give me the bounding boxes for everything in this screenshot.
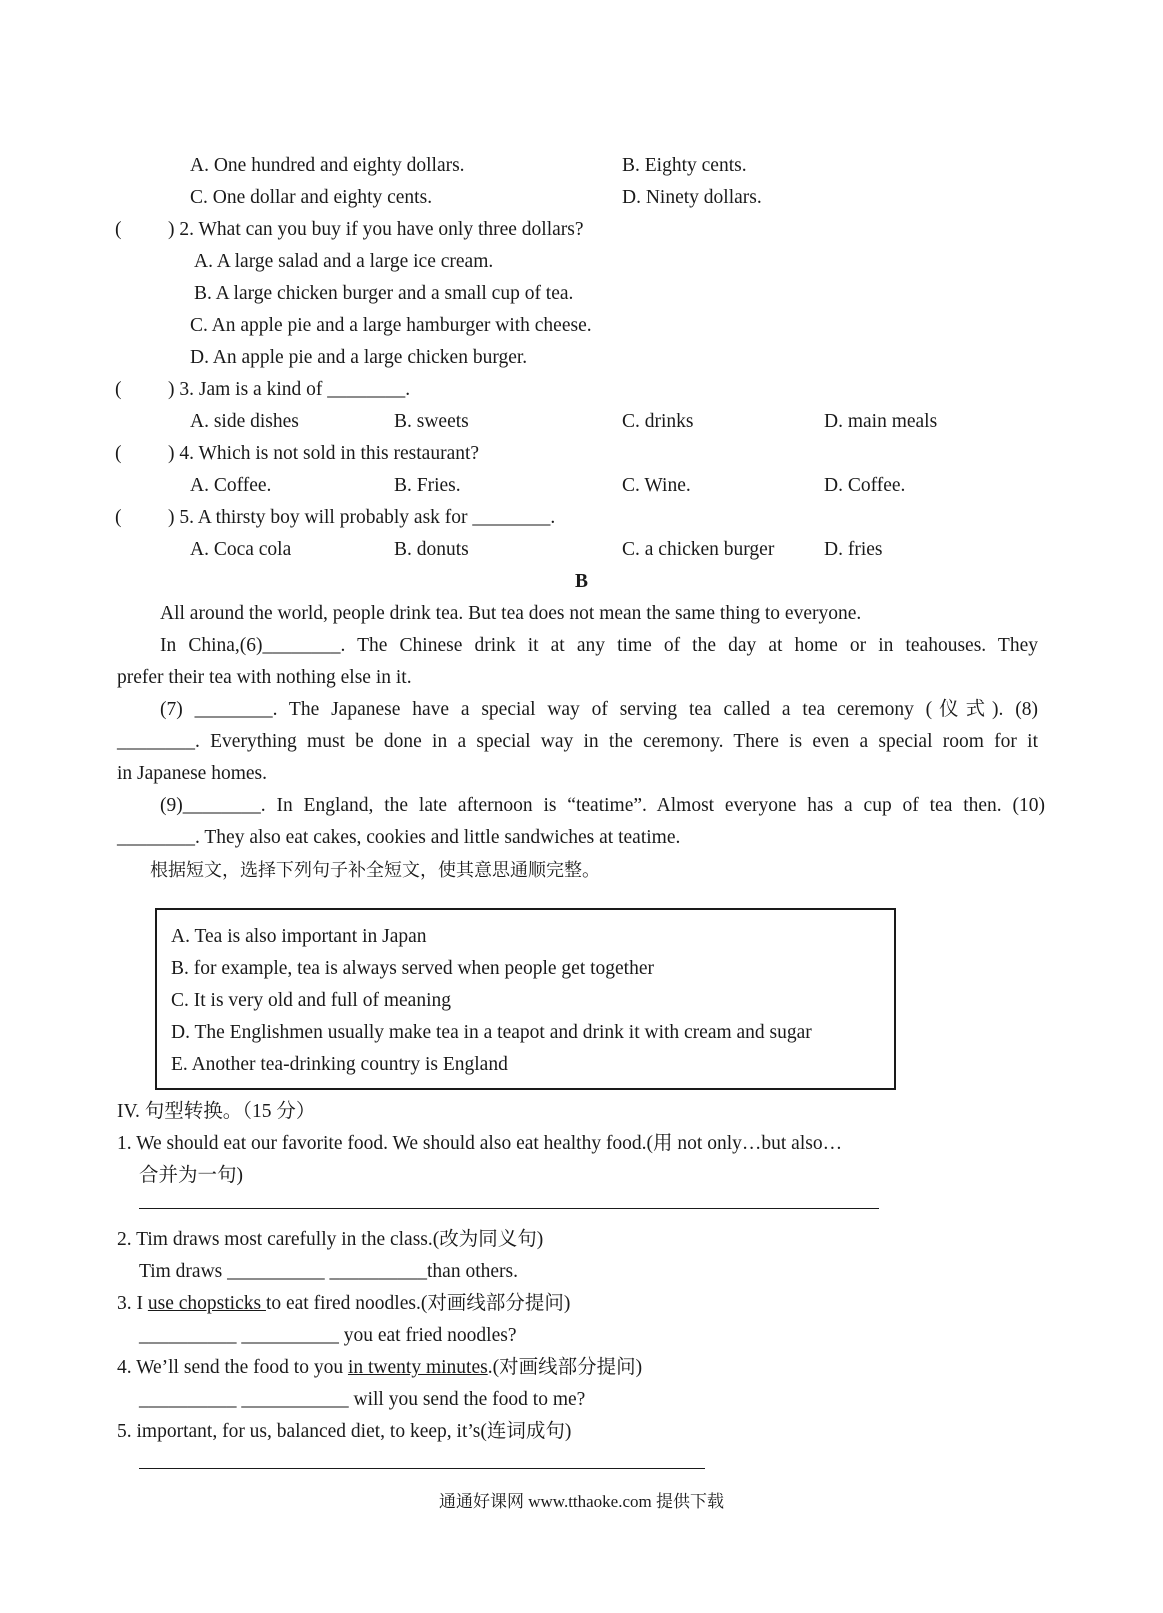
q2-option-a: A. A large salad and a large ice cream. [194, 251, 494, 272]
q4-option-a: A. Coffee. [190, 475, 272, 496]
q4-option-b: B. Fries. [394, 475, 461, 496]
passage-p3-line2: ________. Everything must be done in a special way in the ceremony. There is even a special room for it [117, 731, 1038, 752]
iv-s3-line2: __________ __________ you eat fried noodles? [139, 1325, 517, 1346]
iv-s1-answer-line[interactable] [139, 1208, 879, 1209]
passage-p3-line1: (7) ________. The Japanese have a special way of serving tea called a tea ceremony (仪式). (8) [160, 699, 1038, 720]
q5-answer-bracket: ( [115, 507, 122, 528]
box-option-d: D. The Englishmen usually make tea in a teapot and drink it with cream and sugar [171, 1022, 812, 1043]
passage-p3-line3: in Japanese homes. [117, 763, 268, 784]
q3-answer-bracket: ( [115, 379, 122, 400]
q1-option-d: D. Ninety dollars. [622, 187, 762, 208]
q1-option-b: B. Eighty cents. [622, 155, 747, 176]
q2-option-d: D. An apple pie and a large chicken burger. [190, 347, 528, 368]
q4-stem: ) 4. Which is not sold in this restaurant? [168, 443, 480, 464]
iv-s5-line1: 5. important, for us, balanced diet, to keep, it’s(连词成句) [117, 1421, 572, 1442]
iv-s4-prefix: 4. We’ll send the food to you [117, 1357, 348, 1378]
box-option-a: A. Tea is also important in Japan [171, 926, 427, 947]
q3-option-b: B. sweets [394, 411, 469, 432]
q5-option-b: B. donuts [394, 539, 469, 560]
q3-option-d: D. main meals [824, 411, 938, 432]
passage-p2-line2: prefer their tea with nothing else in it. [117, 667, 412, 688]
q5-stem: ) 5. A thirsty boy will probably ask for ________. [168, 507, 556, 528]
iv-s4-suffix: .(对画线部分提问) [487, 1357, 643, 1378]
box-option-e: E. Another tea-drinking country is England [171, 1054, 508, 1075]
iv-s4-line2: __________ ___________ will you send the food to me? [139, 1389, 586, 1410]
iv-s4-underlined: in twenty minutes [347, 1357, 488, 1378]
q1-option-c: C. One dollar and eighty cents. [190, 187, 433, 208]
page-footer: 通通好课网 www.tthaoke.com 提供下载 [438, 1492, 725, 1511]
passage-p1: All around the world, people drink tea. But tea does not mean the same thing to everyone. [160, 603, 862, 624]
iv-s4-line1 [117, 1355, 642, 1381]
q2-option-b: B. A large chicken burger and a small cup of tea. [194, 283, 574, 304]
iv-s2-line2: Tim draws __________ __________than others. [139, 1261, 518, 1282]
passage-p4-line2: ________. They also eat cakes, cookies and little sandwiches at teatime. [117, 827, 681, 848]
iv-s1-line2: 合并为一句) [139, 1165, 243, 1186]
q5-option-a: A. Coca cola [190, 539, 292, 560]
q3-stem: ) 3. Jam is a kind of ________. [168, 379, 411, 400]
passage-p4-line1: (9)________. In England, the late afternoon is “teatime”. Almost everyone has a cup of tea then. (10) [160, 795, 1045, 816]
q3-option-c: C. drinks [622, 411, 694, 432]
box-option-b: B. for example, tea is always served when people get together [171, 958, 654, 979]
q2-option-c: C. An apple pie and a large hamburger with cheese. [190, 315, 592, 336]
q1-option-a: A. One hundred and eighty dollars. [190, 155, 465, 176]
passage-p2-line1: In China,(6)________. The Chinese drink it at any time of the day at home or in teahouses. They [160, 635, 1038, 656]
iv-s1-line1: 1. We should eat our favorite food. We should also eat healthy food.(用 not only…but also… [117, 1133, 843, 1154]
q3-option-a: A. side dishes [190, 411, 299, 432]
iv-s5-answer-line[interactable] [139, 1468, 705, 1469]
q4-answer-bracket: ( [115, 443, 122, 464]
iv-s3-prefix: 3. I [117, 1293, 148, 1314]
q5-option-c: C. a chicken burger [622, 539, 775, 560]
passage-instruction: 根据短文，选择下列句子补全短文，使其意思通顺完整。 [150, 860, 600, 881]
iv-s3-underlined: use chopsticks [147, 1293, 266, 1314]
iv-s3-line1 [117, 1291, 570, 1317]
q4-option-c: C. Wine. [622, 475, 691, 496]
section-b-title: B [574, 571, 588, 592]
iv-s2-line1: 2. Tim draws most carefully in the class.(改为同义句) [117, 1229, 544, 1250]
q2-stem: ) 2. What can you buy if you have only three dollars? [168, 219, 584, 240]
section-iv-heading: IV. 句型转换。（15 分） [117, 1101, 316, 1122]
sentence-options-box [155, 908, 896, 1090]
q4-option-d: D. Coffee. [824, 475, 906, 496]
q5-option-d: D. fries [824, 539, 883, 560]
q2-answer-bracket: ( [115, 219, 122, 240]
box-option-c: C. It is very old and full of meaning [171, 990, 451, 1011]
iv-s3-suffix: to eat fired noodles.(对画线部分提问) [265, 1293, 571, 1314]
